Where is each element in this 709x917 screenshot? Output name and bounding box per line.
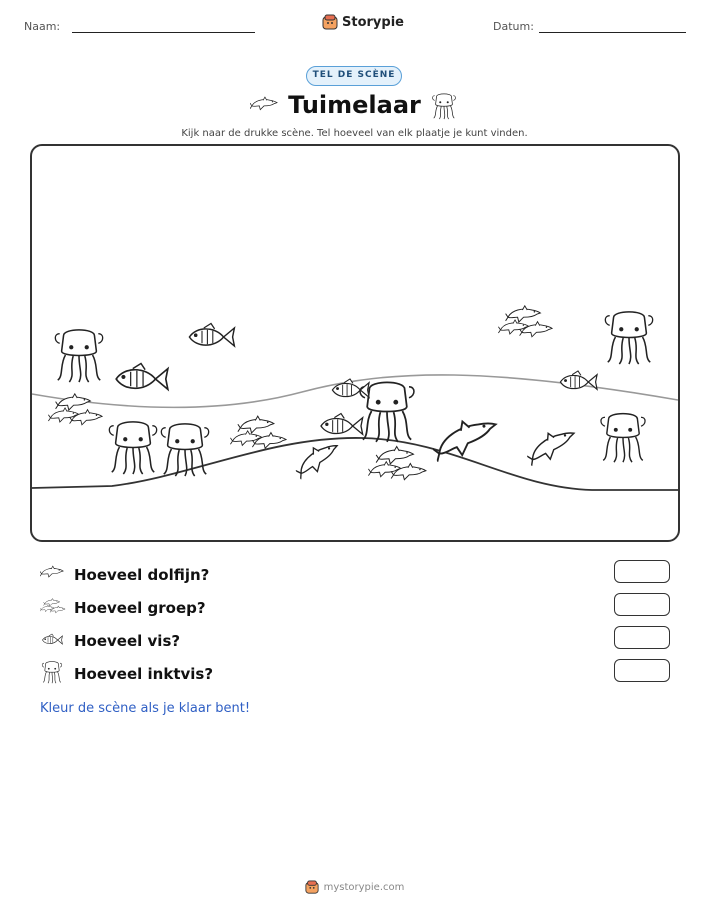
fish-icon xyxy=(189,324,234,347)
fish-icon xyxy=(332,379,369,397)
question-label: Hoeveel vis? xyxy=(74,632,181,650)
scene-illustration xyxy=(32,146,678,540)
dolphin-icon xyxy=(522,423,580,467)
answer-box[interactable] xyxy=(614,593,670,616)
page-title: Tuimelaar xyxy=(288,91,421,119)
answer-box[interactable] xyxy=(614,626,670,649)
dolphin-group-icon xyxy=(368,447,426,480)
question-row xyxy=(40,563,670,589)
dolphin-icon xyxy=(427,411,501,464)
brand-name: Storypie xyxy=(342,14,404,30)
worksheet-type-badge: TEL DE SCÈNE xyxy=(306,66,402,86)
footer-url[interactable]: mystorypie.com xyxy=(323,881,405,893)
storypie-logo-icon xyxy=(322,14,338,30)
fish-icon xyxy=(321,414,363,435)
dolphin-icon xyxy=(40,563,64,583)
fish-icon xyxy=(40,632,64,648)
squid-icon xyxy=(109,422,156,474)
counting-scene xyxy=(30,144,680,542)
dolphin-group-icon xyxy=(40,596,66,618)
brand-logo xyxy=(322,14,404,30)
question-row xyxy=(40,596,670,622)
dolphin-group-icon xyxy=(230,416,286,448)
squid-icon xyxy=(601,414,645,463)
answer-box[interactable] xyxy=(614,560,670,583)
instructions: Kijk naar de drukke scène. Tel hoeveel van elk plaatje je kunt vinden. xyxy=(181,128,528,139)
squid-icon xyxy=(161,424,208,476)
squid-icon xyxy=(605,312,652,364)
name-line[interactable] xyxy=(72,32,255,33)
squid-icon xyxy=(430,92,458,120)
question-label: Hoeveel inktvis? xyxy=(74,665,214,683)
answer-box[interactable] xyxy=(614,659,670,682)
page-footer xyxy=(0,880,709,894)
question-label: Hoeveel groep? xyxy=(74,599,206,617)
question-row xyxy=(40,662,670,688)
squid-icon xyxy=(55,330,102,382)
coloring-instruction: Kleur de scène als je klaar bent! xyxy=(40,701,251,716)
storypie-logo-icon xyxy=(305,880,319,894)
fish-icon xyxy=(116,364,168,390)
name-label: Naam: xyxy=(24,20,61,33)
question-label: Hoeveel dolfijn? xyxy=(74,566,210,584)
date-line[interactable] xyxy=(539,32,686,33)
dolphin-group-icon xyxy=(498,306,552,337)
date-label: Datum: xyxy=(493,20,534,33)
squid-icon xyxy=(40,660,64,684)
question-row xyxy=(40,629,670,655)
